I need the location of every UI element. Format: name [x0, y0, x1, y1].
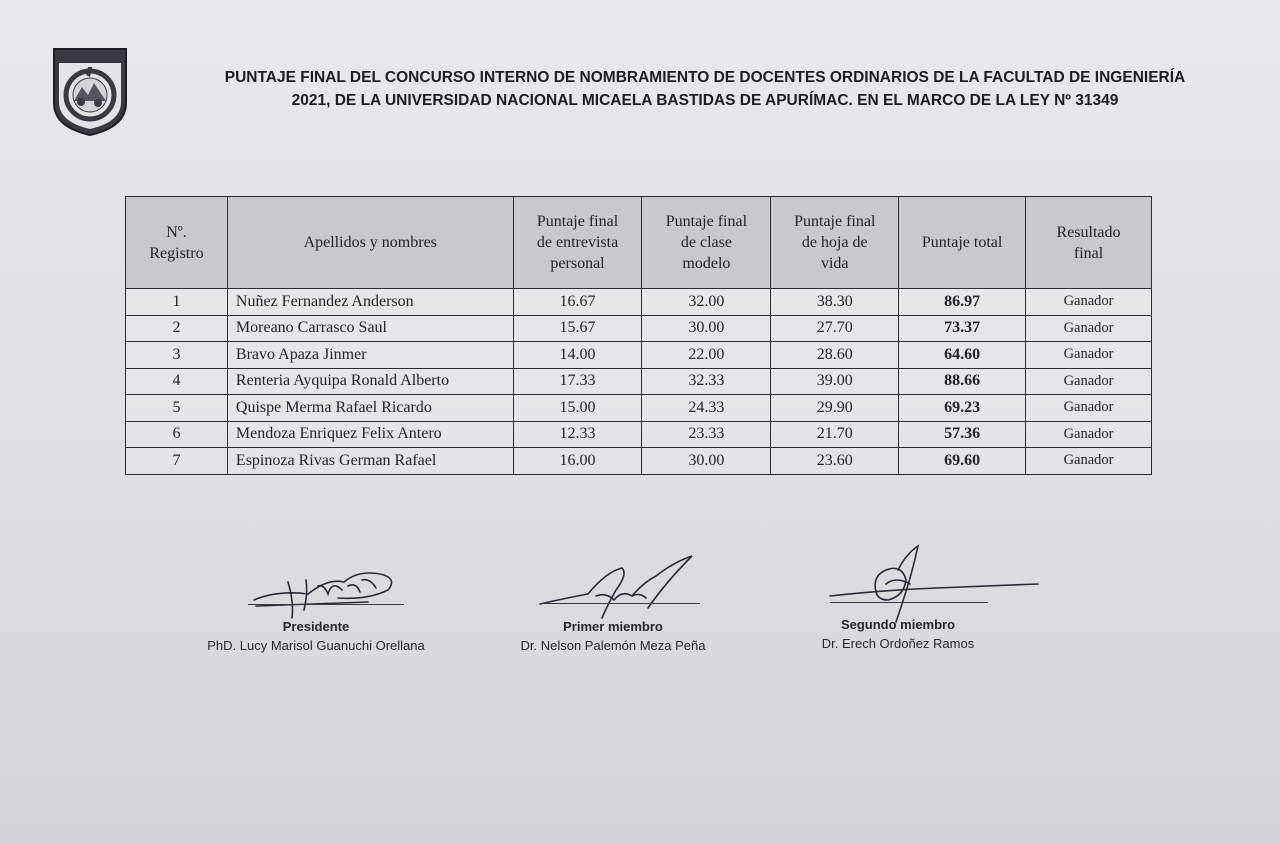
cell-resultado: Ganador — [1026, 368, 1152, 395]
cell-nombre: Nuñez Fernandez Anderson — [227, 289, 513, 316]
cell-nombre: Moreano Carrasco Saul — [227, 315, 513, 342]
signature-name: PhD. Lucy Marisol Guanuchi Orellana — [207, 638, 425, 653]
cell-hoja: 39.00 — [771, 368, 899, 395]
cell-hoja: 38.30 — [771, 289, 899, 316]
table-row — [126, 448, 1152, 475]
table-row — [126, 368, 1152, 395]
cell-clase: 23.33 — [642, 421, 771, 448]
cell-resultado: Ganador — [1026, 342, 1152, 369]
handwritten-signature-icon — [826, 540, 1041, 624]
cell-clase: 30.00 — [642, 448, 771, 475]
signature-role: Primer miembro — [563, 619, 663, 634]
cell-registro: 2 — [126, 315, 228, 342]
cell-resultado: Ganador — [1026, 421, 1152, 448]
cell-hoja: 23.60 — [771, 448, 899, 475]
cell-entrevista: 14.00 — [513, 342, 642, 369]
cell-entrevista: 12.33 — [513, 421, 642, 448]
cell-hoja: 27.70 — [771, 315, 899, 342]
signature-role: Presidente — [282, 619, 350, 634]
cell-total: 64.60 — [899, 342, 1026, 369]
cell-clase: 32.33 — [642, 368, 771, 395]
signature-primer-miembro — [490, 619, 736, 653]
cell-entrevista: 15.00 — [513, 395, 642, 422]
cell-clase: 24.33 — [642, 395, 771, 422]
cell-registro: 3 — [126, 342, 228, 369]
signature-line — [248, 604, 404, 605]
signature-segundo-miembro — [780, 617, 1016, 651]
cell-registro: 6 — [126, 421, 228, 448]
cell-clase: 22.00 — [642, 342, 771, 369]
table-row — [126, 342, 1152, 369]
header-resultado: Resultado final — [1026, 197, 1152, 289]
cell-total: 69.23 — [899, 395, 1026, 422]
table-row — [126, 289, 1152, 316]
cell-nombre: Quispe Merma Rafael Ricardo — [227, 395, 513, 422]
signature-name: Dr. Erech Ordoñez Ramos — [821, 636, 975, 651]
cell-total: 73.37 — [899, 315, 1026, 342]
cell-resultado: Ganador — [1026, 315, 1152, 342]
cell-entrevista: 16.00 — [513, 448, 642, 475]
cell-nombre: Mendoza Enriquez Felix Antero — [227, 421, 513, 448]
title-line-2: 2021, DE LA UNIVERSIDAD NACIONAL MICAELA BASTIDAS DE APURÍMAC. EN EL MARCO DE LA LEY Nº 31349 — [291, 92, 1119, 109]
table-row — [126, 421, 1152, 448]
cell-registro: 7 — [126, 448, 228, 475]
header-hoja: Puntaje final de hoja de vida — [771, 197, 899, 289]
document-title — [150, 66, 1260, 112]
header-total: Puntaje total — [899, 197, 1026, 289]
table-row — [126, 315, 1152, 342]
cell-nombre: Bravo Apaza Jinmer — [227, 342, 513, 369]
cell-resultado: Ganador — [1026, 448, 1152, 475]
table-row — [126, 395, 1152, 422]
cell-clase: 32.00 — [642, 289, 771, 316]
handwritten-signature-icon — [248, 560, 408, 624]
cell-hoja: 28.60 — [771, 342, 899, 369]
cell-clase: 30.00 — [642, 315, 771, 342]
header-registro: Nº. Registro — [126, 197, 228, 289]
cell-entrevista: 17.33 — [513, 368, 642, 395]
cell-hoja: 21.70 — [771, 421, 899, 448]
cell-entrevista: 16.67 — [513, 289, 642, 316]
cell-nombre: Espinoza Rivas German Rafael — [227, 448, 513, 475]
signature-role: Segundo miembro — [840, 617, 956, 632]
header-clase: Puntaje final de clase modelo — [642, 197, 771, 289]
cell-total: 69.60 — [899, 448, 1026, 475]
table-header-row — [126, 197, 1152, 289]
cell-entrevista: 15.67 — [513, 315, 642, 342]
cell-registro: 4 — [126, 368, 228, 395]
signature-line — [830, 602, 988, 603]
cell-resultado: Ganador — [1026, 395, 1152, 422]
cell-total: 88.66 — [899, 368, 1026, 395]
cell-total: 86.97 — [899, 289, 1026, 316]
results-table — [125, 196, 1152, 475]
cell-registro: 1 — [126, 289, 228, 316]
title-line-1: PUNTAJE FINAL DEL CONCURSO INTERNO DE NOMBRAMIENTO DE DOCENTES ORDINARIOS DE LA FACULTAD DE INGENIERÍA — [224, 69, 1186, 86]
cell-hoja: 29.90 — [771, 395, 899, 422]
cell-resultado: Ganador — [1026, 289, 1152, 316]
signature-line — [540, 603, 700, 604]
header-entrevista: Puntaje final de entrevista personal — [513, 197, 642, 289]
cell-total: 57.36 — [899, 421, 1026, 448]
cell-nombre: Renteria Ayquipa Ronald Alberto — [227, 368, 513, 395]
signature-name: Dr. Nelson Palemón Meza Peña — [520, 638, 706, 653]
university-seal-icon — [50, 45, 130, 137]
signature-presidente — [180, 619, 452, 653]
header-nombres: Apellidos y nombres — [227, 197, 513, 289]
cell-registro: 5 — [126, 395, 228, 422]
